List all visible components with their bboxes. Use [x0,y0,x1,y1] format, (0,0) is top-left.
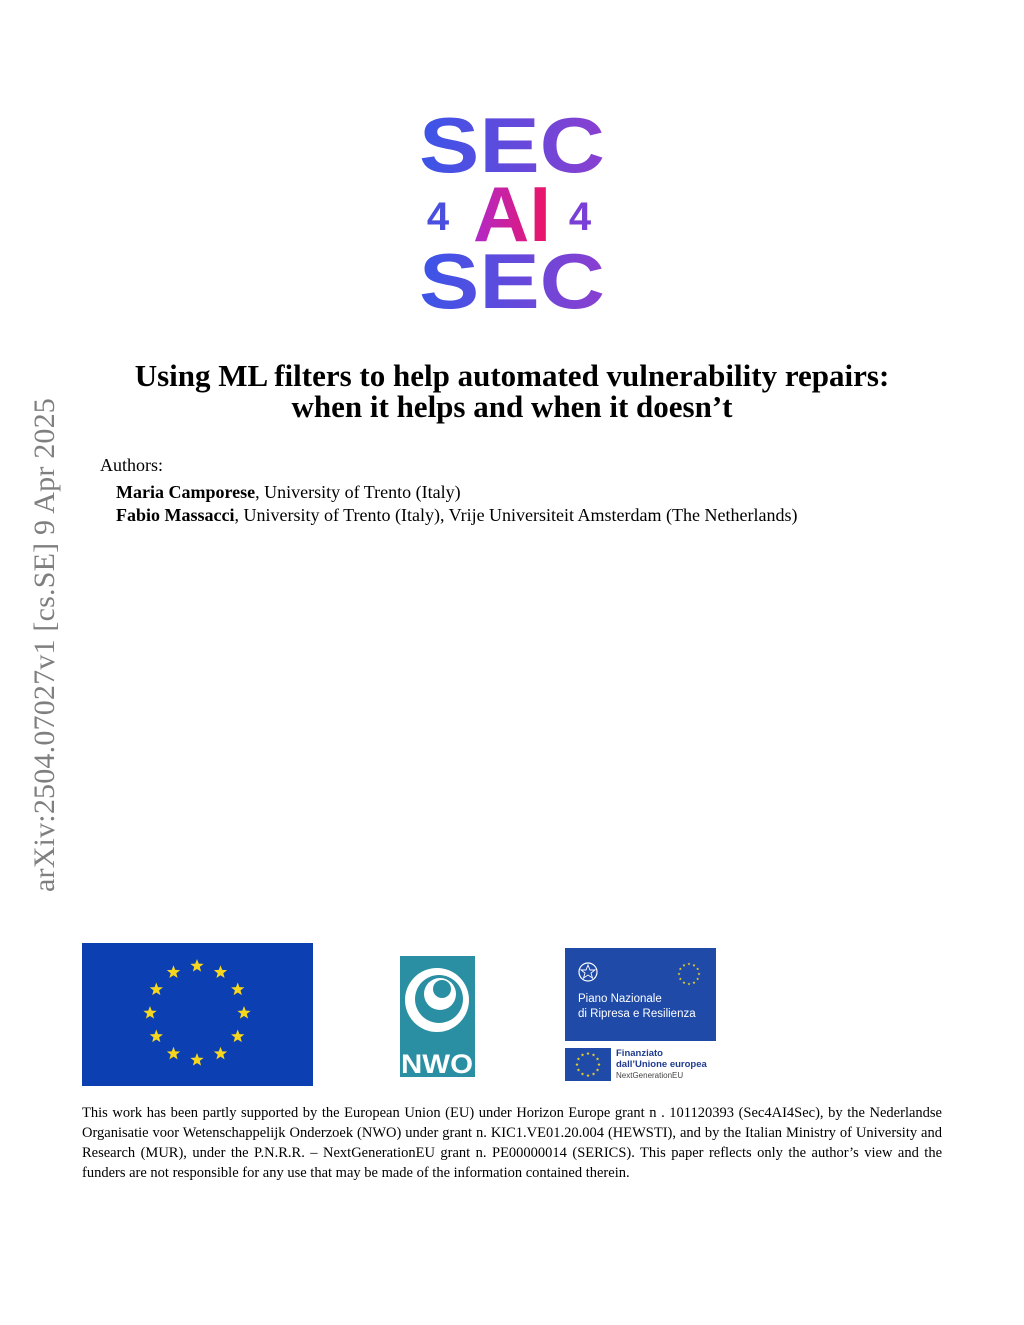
author-name: Fabio Massacci [116,505,235,525]
star-shape [696,977,699,980]
italian-emblem-icon [577,960,599,984]
logo-sec-bottom: SEC [419,237,605,318]
pnrr-line-1: Piano Nazionale [578,993,662,1005]
star-shape [679,967,682,970]
star-shape [679,977,682,980]
star-shape [687,962,690,965]
nwo-logo [400,956,475,1077]
star-shape [697,972,700,975]
star-shape [687,982,690,985]
star-shape [677,972,680,975]
pnrr-logo [565,948,716,1041]
logo-ai: AI [473,170,551,258]
author-affiliation: , University of Trento (Italy), Vrije Universiteit Amsterdam (The Netherlands) [234,505,798,525]
eu-flag-logo [82,943,313,1086]
eu-funded-line-3: NextGenerationEU [616,1071,684,1080]
author-name: Maria Camporese [116,482,256,502]
paper-title-line-2: when it helps and when it doesn’t [291,389,733,424]
author-entry [116,505,797,526]
authors-heading: Authors: [100,455,163,475]
star-shape [682,981,685,984]
author-entry [116,482,461,503]
paper-title [60,360,964,422]
star-shape [692,964,695,967]
funding-acknowledgement: This work has been partly supported by the European Union (EU) under Horizon Europe grant n . 101120393 (Sec4AI4Sec), by the Nederlandse Organisatie voor Wetenschappelijk Onderzoek (NWO) under grant n. KIC1.VE01.20.004 (HEWSTI), and by the Italian Ministry of University and Research (MUR), under the P.N.R.R. – NextGenerationEU grant n. PE00000014 (SERICS). This paper reflects only the author’s view and the funders are not responsible for any use that may be made of the information contained therein. [82,1105,942,1181]
eu-funded-logo [565,1047,716,1082]
eu-star-ring-icon [675,960,703,988]
pnrr-line-2: di Ripresa e Resilienza [578,1008,696,1020]
star-shape [682,964,685,967]
paper-title-line-1: Using ML filters to help automated vulnerability repairs: [134,358,890,393]
eu-funded-line-2: dall’Unione europea [616,1059,707,1070]
eu-small-flag-icon [565,1048,611,1081]
logo-digit-right: 4 [568,195,592,239]
star-shape [692,981,695,984]
sec4ai4sec-logo [416,108,608,318]
author-affiliation: , University of Trento (Italy) [255,482,461,502]
arxiv-side-stamp: arXiv:2504.07027v1 [cs.SE] 9 Apr 2025 [28,397,61,893]
logo-digit-left: 4 [426,195,450,239]
nwo-label: NWO [401,1049,473,1077]
star-shape [696,967,699,970]
eu-funded-line-1: Finanziato [616,1048,663,1059]
logo-sec-top: SEC [419,108,605,189]
